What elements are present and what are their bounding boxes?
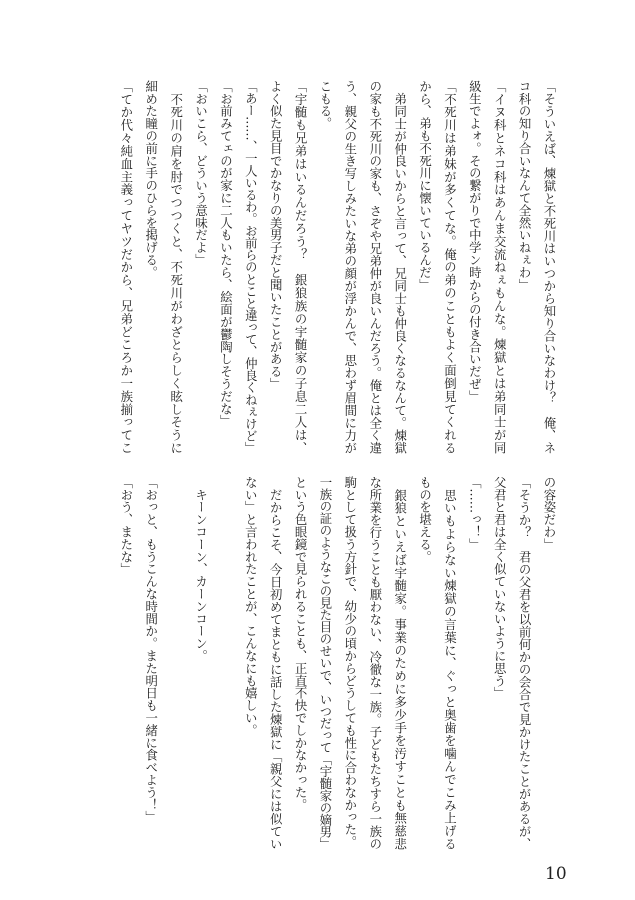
text-column	[113, 80, 138, 454]
blank-column	[213, 476, 238, 850]
column-text: 「てか代々純血主義ってヤツだから、兄弟どころか一族揃ってこ	[118, 80, 134, 455]
text-column	[337, 476, 362, 850]
column-text: キーンコーン、カーンコーン。	[193, 476, 209, 662]
text-column	[461, 80, 486, 454]
text-column	[163, 80, 188, 454]
column-text: 一族の証のようなこの見た目のせいで、いつだって「宇髄家の嫡男」	[317, 476, 333, 850]
column-text: う、親父の生き写しみたいな弟の顔が浮かんで、思わず眉間に力が	[342, 80, 358, 455]
column-text: 「イヌ科とネコ科はあんま交流ねぇもんな。煉獄とは弟同士が同	[492, 80, 508, 455]
column-text: 細めた瞳の前に手のひらを掲げる。	[143, 80, 159, 279]
column-text: 「そうか？ 君の父君を以前何かの会合で見かけたことがあるが、	[517, 476, 533, 851]
column-text: ものを堪える。	[417, 476, 433, 563]
text-column	[412, 80, 437, 454]
column-text: 「おう、またな」	[118, 476, 134, 576]
text-column	[486, 80, 511, 454]
column-text: 思いもよらない煉獄の言葉に、ぐっと奥歯を噛んでこみ上げる	[442, 476, 458, 851]
text-column	[536, 80, 561, 454]
text-column	[188, 476, 213, 850]
column-text: だからこそ、今日初めてまともに話した煉獄に「親父には似てい	[268, 476, 284, 851]
text-column	[287, 80, 312, 454]
column-text: 「お前みてェのが家に二人もいたら、絵面が鬱陶しそうだな」	[218, 80, 234, 428]
text-column	[437, 476, 462, 850]
column-text: 弟同士が仲良いからと言って、兄同士も仲良くなるなんて。煉獄	[392, 80, 408, 455]
text-column	[461, 476, 486, 850]
column-text: 父君と君は全く似ていないように思う」	[492, 476, 508, 700]
text-column	[337, 80, 362, 454]
text-column	[486, 476, 511, 850]
text-column	[237, 476, 262, 850]
text-column	[511, 476, 536, 850]
column-text: 「不死川は弟妹が多くてな。俺の弟のこともよく面倒見てくれる	[442, 80, 458, 455]
column-text: 級生でよォ。その繋がりで中学ン時からの付き合いだぜ」	[467, 80, 483, 403]
column-text: コ科の知り合いなんて全然いねぇわ」	[517, 80, 533, 291]
column-text: ない」と言われたことが、こんなにも嬉しい。	[243, 476, 259, 737]
column-text: 「おいこら、どういう意味だよ」	[193, 80, 209, 266]
column-text: な所業を行うことも厭わない、冷徹な一族。子どもたちすら一族の	[367, 476, 383, 851]
column-text: 「そういえば、煉獄と不死川はいつから知り合いなわけ？ 俺、ネ	[542, 80, 557, 455]
text-column	[536, 476, 561, 850]
text-column	[362, 80, 387, 454]
text-column	[138, 80, 163, 454]
text-column	[312, 80, 337, 454]
text-column	[362, 476, 387, 850]
lower-text-block	[112, 476, 561, 850]
text-column	[213, 80, 238, 454]
column-text: 駒として扱う方針で、幼少の頃からどうしても性に合わなかった。	[342, 476, 358, 848]
column-text: から、弟も不死川に懐いているんだ」	[417, 80, 433, 291]
page-number: 10	[545, 864, 567, 884]
text-column	[312, 476, 337, 850]
column-text: の容姿だわ」	[542, 476, 557, 551]
upper-text-block	[112, 80, 561, 454]
text-column	[511, 80, 536, 454]
text-column	[287, 476, 312, 850]
text-column	[387, 80, 412, 454]
blank-column	[163, 476, 188, 850]
column-text: 「……っ！」	[467, 476, 483, 551]
text-column	[387, 476, 412, 850]
text-column	[412, 476, 437, 850]
column-text: 不死川の肩を肘でつつくと、不死川がわざとらしく眩しそうに	[168, 80, 184, 455]
text-column	[113, 476, 138, 850]
column-text: こもる。	[317, 80, 333, 130]
text-column	[237, 80, 262, 454]
column-text: よく似た見目でかなりの美男子だと聞いたことがある」	[268, 80, 284, 390]
text-column	[262, 476, 287, 850]
column-text: 銀狼といえば宇髄家。事業のために多少手を汚すことも無慈悲	[392, 476, 408, 851]
column-text: の家も不死川の家も、さぞや兄弟仲が良いんだろう。俺とは全く違	[367, 80, 383, 455]
column-text: という色眼鏡で見られることも、正直不快でしかなかった。	[293, 476, 309, 811]
column-text: 「おっと、もうこんな時間か。また明日も一緒に食べよう！」	[143, 476, 159, 824]
text-column	[188, 80, 213, 454]
text-column	[437, 80, 462, 454]
column-text: 「あー……、一人いるわ。お前らのとこと違って、仲良くねぇけど」	[243, 80, 259, 454]
text-column	[262, 80, 287, 454]
column-text: 「宇髄も兄弟はいるんだろう？ 銀狼族の宇髄家の子息二人は、	[293, 80, 309, 455]
text-column	[138, 476, 163, 850]
